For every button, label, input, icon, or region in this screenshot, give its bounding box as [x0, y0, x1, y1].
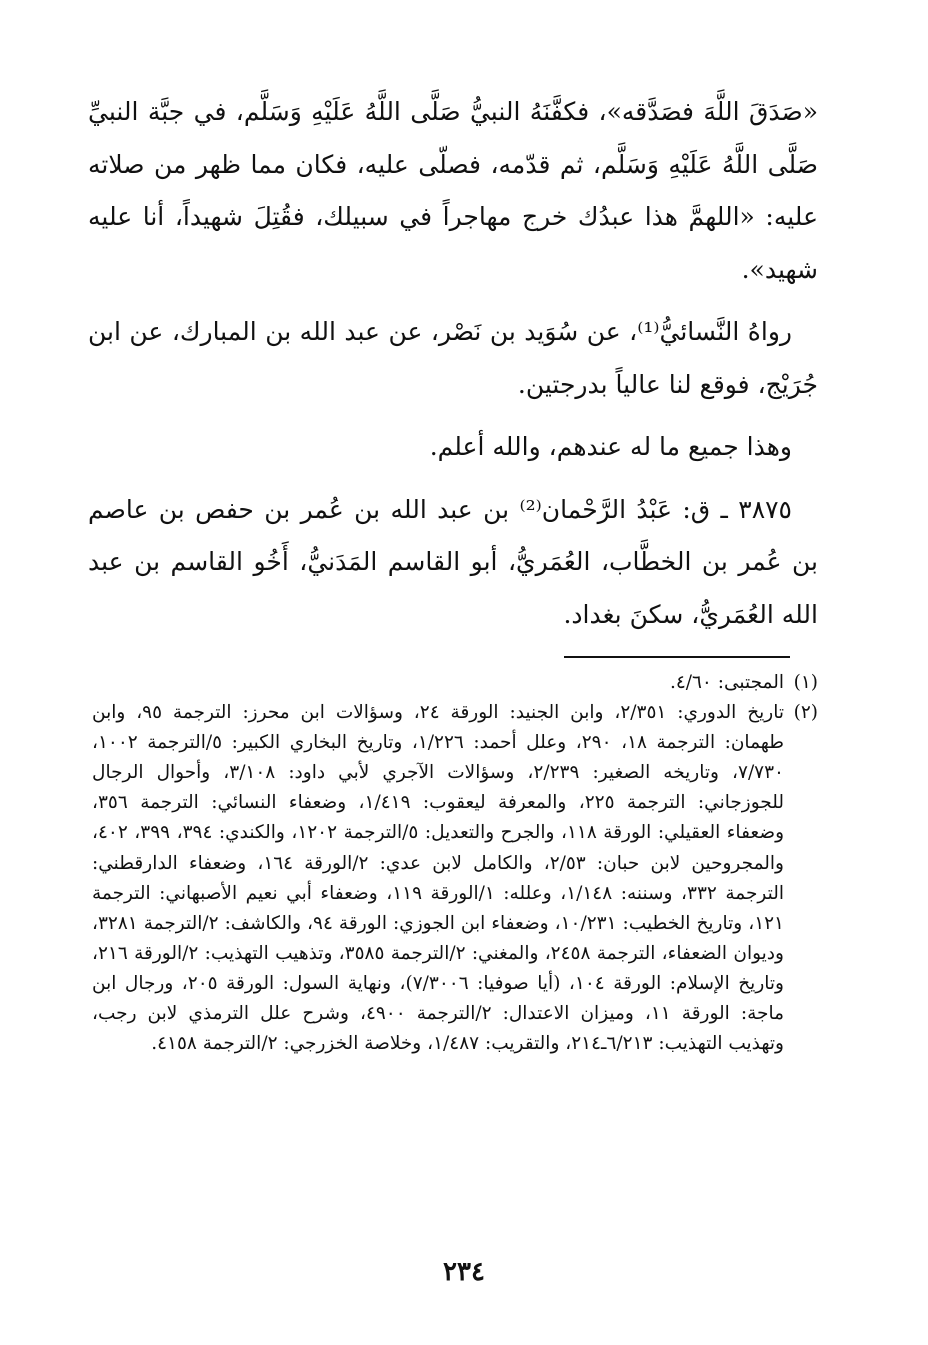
footnote-separator — [564, 656, 790, 658]
paragraph-2: رواهُ النَّسائيُّ⁽¹⁾، عن سُوَيد بن نَصْر، عن عبد الله بن المبارك، عن ابن جُرَيْج، فوقع لنا عالياً بدرجتين. — [88, 317, 818, 399]
footnote-text: المجتبى: ٤/٦٠. — [669, 672, 784, 693]
footnote-1 — [92, 668, 818, 698]
main-text — [88, 86, 818, 641]
paragraph-3: وهذا جميع ما له عندهم، والله أعلم. — [429, 432, 792, 461]
page-number: ٢٣٤ — [443, 1257, 485, 1287]
footnote-2 — [92, 698, 818, 1059]
footnote-number: (١) — [793, 672, 818, 693]
paragraph-1: «صَدَقَ اللَّهَ فصَدَّقه»، فكفَّنَهُ النبيُّ صَلَّى اللَّهُ عَلَيْهِ وَسَلَّم، في جبَّة النبيِّ صَلَّى اللَّهُ عَلَيْهِ وَسَلَّم، ثم قدّمه، فصلّى عليه، فكان مما ظهر من صلاته عليه: «اللهمَّ هذا عبدُك خرج مهاجراً في سبيلك، فقُتِلَ شهيداً، أنا عليه شهيد». — [88, 97, 818, 284]
footnote-text: تاريخ الدوري: ٢/٣٥١، وابن الجنيد: الورقة ٢٤، وسؤالات ابن محرز: الترجمة ٩٥، وابن طهمان: الترجمة ١٨، ٢٩٠، وعلل أحمد: ١/٢٢٦، وتاريخ البخاري الكبير: ٥/الترجمة ١٠٠٢، ٧/٧٣٠، وتاريخه الصغير: ٢/٢٣٩، وسؤالات الآجري لأبي داود: ٣/١٠٨، وأحوال الرجال للجوزجاني: الترجمة ٢٢٥، والمعرفة ليعقوب: ١/٤١٩، وضعفاء النسائي: الترجمة ٣٥٦، وضعفاء العقيلي: الورقة ١١٨، والجرح والتعديل: ٥/الترجمة ١٢٠٢، والكندي: ٣٩٤، ٣٩٩، ٤٠٢، والمجروحين لابن حبان: ٢/٥٣، والكامل لابن عدي: ٢/الورقة ١٦٤، وضعفاء الدارقطني: الترجمة ٣٣٢، وسننه: ١/١٤٨، وعلله: ١/الورقة ١١٩، وضعفاء أبي نعيم الأصبهاني: الترجمة ١٢١، وتاريخ الخطيب: ١٠/٢٣١، وضعفاء ابن الجوزي: الورقة ٩٤، والكاشف: ٢/الترجمة ٣٢٨١، وديوان الضعفاء، الترجمة ٢٤٥٨، والمغني: ٢/الترجمة ٣٥٨٥، وتذهيب التهذيب: ٢/الورقة ٢١٦، وتاريخ الإسلام: الورقة ١٠٤، (أيا صوفيا: ٧/٣٠٠٦)، ونهاية السول: الورقة ٢٠٥، ورجال ابن ماجة: الورقة ١١، وميزان الاعتدال: ٢/الترجمة ٤٩٠٠، وشرح علل الترمذي لابن رجب، وتهذيب التهذيب: ٦/٢١٣ـ٢١٤، والتقريب: ١/٤٨٧، وخلاصة الخزرجي: ٢/الترجمة ٤١٥٨. — [92, 702, 785, 1055]
footnotes — [92, 668, 818, 1059]
paragraph-4-entry-3875: ٣٨٧٥ ـ ق: عَبْدُ الرَّحْمان⁽²⁾ بن عبد الله بن عُمر بن حفص بن عاصم بن عُمر بن الخطَّاب، العُمَريُّ، أبو القاسم المَدَنيُّ، أَخُو القاسم بن عبد الله العُمَريُّ، سكنَ بغداد. — [88, 494, 818, 629]
footnote-number: (٢) — [793, 702, 818, 724]
